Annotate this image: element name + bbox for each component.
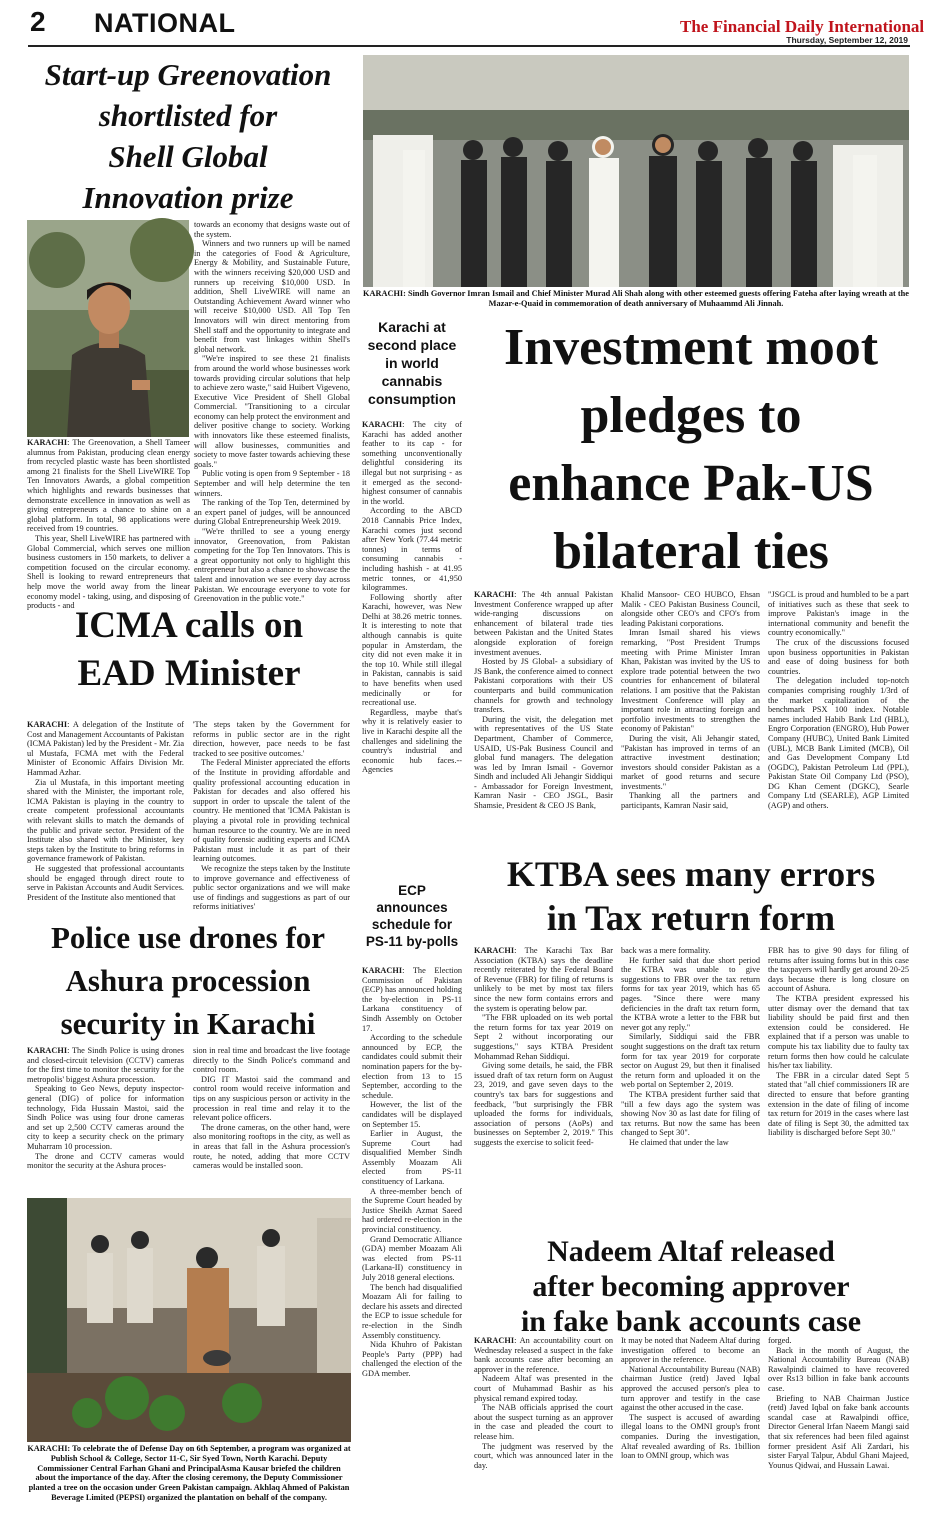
nadeem-col3 bbox=[768, 1336, 909, 1518]
headline-line: shortlisted for bbox=[98, 98, 278, 133]
paragraph: "We're inspired to see these 21 finalists from around the world whose businesses work towards providing circular solutions that help to achieve zero waste," said Huibert Vigeveno, Executive Vice President of Shell Global Commercial. "Transitioning to a circular economy can help protect the environment and deliver positive change to society. Working with innovators like these esteemed finalists, will allow businesses, communities and society to move faster towards achieving these goals." bbox=[194, 354, 350, 469]
headline-line: EAD Minister bbox=[77, 653, 301, 694]
page-number: 2 bbox=[30, 6, 46, 37]
paragraph: Giving some details, he said, the FBR issued draft of tax return form on August 23, 2019, and gave seven days to the country's tax bars for suggestions and feedback, "but surprisingly the FBR uploaded the forms for individuals, association of persons (AoPs) and businesses on September 2, 2019." This suggests the exercise to solicit feed- bbox=[474, 1061, 613, 1147]
paragraph: : The city of Karachi has added another feather to its cap - for something unconventionally delightful considering its illegal but not surprising - as it emerged as the second-highest consumer of cannabis in the world. bbox=[362, 420, 462, 506]
paragraph: The KTBA president expressed his utter dismay over the demand that tax liability should be paid first and then extension could be considered. He explained that if a person was unable to compute his tax liability due to faulty tax return forms then how could he calculate his/her tax liability. bbox=[768, 993, 909, 1071]
ktba-col1 bbox=[474, 946, 613, 1230]
paragraph: The crux of the discussions focused upon business opportunities in Pakistan and ease of doing business for both countries. bbox=[768, 637, 909, 676]
paragraph: Earlier in August, the Supreme Court had disqualified Member Sindh Assembly Moazam Ali elected from PS-11 constituency of Larkana. bbox=[362, 1129, 462, 1187]
paragraph: The suspect is accused of awarding illegal loans to the OMNI group's front companies. During the investigation, Altaf revealed awarding of Rs. 1billion loan to OMNI group, which was bbox=[621, 1412, 760, 1461]
paragraph: Grand Democratic Alliance (GDA) member Moazam Ali was elected from PS-11 (Larkana-II) constituency in July 2018 general elections. bbox=[362, 1234, 462, 1282]
paragraph: : A delegation of the Institute of Cost and Management Accountants of Pakistan (ICMA Pakistan) led by the President - Mr. Zia ul Mustafa, FCMA met with the Federal Minister of Economic Affairs Division Mr. Hammad Azhar. bbox=[27, 720, 184, 777]
headline-line: KTBA sees many errors bbox=[506, 854, 876, 894]
photo-caption: : The Greenovation, a Shell Tameer alumnus from Pakistan, producing clean energy from recycled plastic waste has been shortlisted among 21 finalists for the Shell LiveWIRE Top Ten Innovators Awards, a global competition which highlights and rewards businesses that demonstrate excellence in innovation as well as giving entrepreneurs a chance to shine on a global platform. In total, 98 applications were received from 19 countries. bbox=[27, 438, 190, 534]
ktba-headline bbox=[472, 852, 910, 940]
paragraph: Khalid Mansoor- CEO HUBCO, Ehsan Malik - CEO Pakistan Business Council, alongside other CEO's and CFO's from leading Pakistani corporations. bbox=[621, 590, 760, 628]
dateline: KARACHI bbox=[27, 720, 68, 729]
headline-line: Shell Global bbox=[108, 139, 268, 174]
paragraph: According to the ABCD 2018 Cannabis Price Index, Karachi comes just second after New York (77.44 metric tonnes) in terms of consuming cannabis - including hashish - at 41.95 metric tonnes, or 41,950 kilogrammes. bbox=[362, 506, 462, 593]
paragraph: The Federal Minister appreciated the efforts of the Institute in providing affordable and quality professional accounting education in Pakistan for decades and also offered his support in order to upscale the talent of the country. He mentioned that 'ICMA Pakistan is playing a pivotal role in providing technical human resource to the country. We are in need of quality forensic auditing experts and ICMA Pakistan must include it as part of their learning outcomes. bbox=[193, 758, 350, 864]
headline-line: in fake bank accounts case bbox=[520, 1305, 862, 1338]
ceremony-photo-icon bbox=[363, 55, 909, 287]
paragraph: Following shortly after Karachi, however, was New Delhi at 38.26 metric tonnes. It is interesting to note that although cannabis is quite popular in Amsterdam, the city did not even make it in the top 10. While still illegal in Pakistan, cannabis is said to have benefits when used medicinally or for recreational use. bbox=[362, 592, 462, 708]
paragraph: The NAB officials apprised the court about the suspect turning as an approver in the case and pleaded the court to release him. bbox=[474, 1403, 613, 1441]
paragraph: Nadeem Altaf was presented in the court of Muhammad Bashir as his physical remand expired today. bbox=[474, 1374, 613, 1403]
headline-line: in Tax return form bbox=[546, 898, 836, 938]
section-title: NATIONAL bbox=[94, 8, 236, 38]
paragraph: "The FBR uploaded on its web portal the return forms for tax year 2019 on Sept 2 without incorporating our suggestions," says KTBA President Mohammad Rehan Siddiqui. bbox=[474, 1013, 613, 1061]
top-photo-caption: KARACHI: Sindh Governor Imran Ismail and Chief Minister Murad Ali Shah along with other esteemed guests offering Fateha after laying wreath at the Mazar-e-Quaid in commemoration of death anniversary of Muhaammd Ali Jinnah. bbox=[363, 289, 909, 308]
headline-line: pledges to bbox=[580, 387, 802, 444]
masthead-rule bbox=[28, 45, 910, 47]
dateline: KARACHI bbox=[474, 1336, 515, 1345]
paragraph: The judgment was reserved by the court, which was announced later in the day. bbox=[474, 1441, 613, 1470]
paragraph: This year, Shell LiveWIRE has partnered with Global Commercial, which serves one million business customers in 150 markets, to deliver a competition focused on the circular economy. Shell is looking to reward entrepreneurs that help move the world away from the linear economy model - taking, using, and disposing of products - and bbox=[27, 533, 190, 611]
paragraph: Regardless, maybe that's why it is relatively easier to live in Karachi despite all the challenges and sidelining the country's industrial and economic hub faces.-- Agencies bbox=[362, 707, 462, 775]
issue-date: Thursday, September 12, 2019 bbox=[786, 35, 908, 45]
headline-line: enhance Pak-US bbox=[508, 455, 874, 512]
investment-col3 bbox=[768, 590, 909, 856]
drones-col1 bbox=[27, 1046, 184, 1194]
paragraph: However, the list of the candidates will be displayed on September 15. bbox=[362, 1100, 462, 1129]
headline-line: Ashura procession bbox=[65, 963, 311, 998]
headline-line: cannabis bbox=[381, 373, 443, 389]
paragraph: The drone cameras, on the other hand, were also monitoring rooftops in the city, as well as in areas that fall in the Ashura procession's route, he noted, adding that more CCTV cameras would be installed soon. bbox=[193, 1122, 350, 1171]
dateline: KARACHI bbox=[474, 946, 515, 955]
greenovation-headline bbox=[22, 54, 354, 218]
dateline: KARACHI bbox=[362, 420, 403, 429]
portrait-photo-icon bbox=[27, 220, 189, 437]
nadeem-headline bbox=[472, 1234, 910, 1339]
paragraph: : The 4th annual Pakistan Investment Conference wrapped up after wide-ranging discussions on enhancement of bilateral trade ties between Pakistan and the United States alongside exploration of foreign investment avenues. bbox=[474, 590, 613, 657]
investment-col2 bbox=[621, 590, 760, 856]
dateline: KARACHI bbox=[362, 966, 403, 975]
paragraph: Thanking all the partners and participants, Kamran Nasir said, bbox=[621, 791, 760, 811]
paragraph: Briefing to NAB Chairman Justice (retd) Javed Iqbal on fake bank accounts scandal case at Rawalpindi office, Director General Irfan Naeem Mangi said that six references had been filed against former president Asif Ali Zardari, his sister Faryal Talpur, Abdul Ghani Majeed, Younus Qidwai, and Hussain Lawai. bbox=[768, 1393, 909, 1470]
greenovation-col1 bbox=[27, 438, 190, 611]
ktba-col2 bbox=[621, 946, 760, 1230]
headline-line: Karachi at bbox=[378, 319, 446, 335]
headline-line: ECP bbox=[398, 883, 426, 898]
investment-headline bbox=[472, 314, 910, 586]
paragraph: DIG IT Mastoi said the command and control room would receive information and tips on any suspicious person or activity in the procession in real time and relay it to the relevant police officers. bbox=[193, 1074, 350, 1123]
paragraph: Nida Khuhro of Pakistan People's Party (PPP) had challenged the election of the GDA member. bbox=[362, 1340, 462, 1378]
icma-col1 bbox=[27, 720, 184, 920]
headline-line: Investment moot bbox=[503, 319, 879, 376]
greenovation-col2 bbox=[194, 220, 350, 604]
drones-headline bbox=[22, 916, 354, 1045]
paragraph: During the visit, Ali Jehangir stated, "Pakistan has improved in terms of an attractive investment destination; investors should consider Pakistan as a market of good returns and secure investments." bbox=[621, 733, 760, 791]
paragraph: "JSGCL is proud and humbled to be a part of initiatives such as these that seek to improve Pakistan's image in the international community and benefit the country economically." bbox=[768, 590, 909, 638]
headline-line: announces bbox=[376, 900, 448, 915]
paragraph: Imran Ismail shared his views remarking, "Post President Trumps meeting with Prime Minister Imran Khan, Pakistan was invited by the US to explore trade potential between the two countries for enhancement of bilateral relations. I am positive that the Pakistan Investment Conference will play an important role in attracting foreign and portfolio investments to strengthen the economy of Pakistan" bbox=[621, 628, 760, 734]
icma-headline bbox=[26, 602, 352, 698]
dateline: KARACHI bbox=[27, 438, 68, 447]
investment-col1 bbox=[474, 590, 613, 856]
headline-line: schedule for bbox=[371, 917, 453, 932]
paragraph: : The Sindh Police is using drones and closed-circuit television (CCTV) cameras for the first time to monitor the security for the metropolis' biggest Ashura procession. bbox=[27, 1046, 184, 1084]
cannabis-headline bbox=[362, 318, 462, 408]
paragraph: FBR has to give 90 days for filing of returns after issuing forms but in this case the taxpayers will hardly get around 20-25 days because there is long closure on account of Ashura. bbox=[768, 946, 910, 994]
paragraph: 'The steps taken by the Government for reforms in public sector are in the right direction, however, pace needs to be fast tracked to see positive outcomes.' bbox=[193, 720, 350, 758]
dateline: KARACHI bbox=[474, 590, 515, 599]
paragraph: : An accountability court on Wednesday released a suspect in the fake bank accounts case after becoming an approver in the reference. bbox=[474, 1336, 613, 1374]
paragraph: We recognize the steps taken by the Institute to improve governance and effectiveness of public sector organizations and we will make use of findings and suggestions as part of our reforms initiatives' bbox=[193, 863, 350, 912]
paper-name: The Financial Daily International bbox=[680, 17, 925, 36]
nadeem-col2 bbox=[621, 1336, 760, 1518]
headline-line: Start-up Greenovation bbox=[44, 57, 332, 92]
ecp-body bbox=[362, 966, 462, 1518]
paragraph: It may be noted that Nadeem Altaf during investigation offered to become an approver in the reference. bbox=[621, 1336, 760, 1365]
headline-line: after becoming approver bbox=[532, 1270, 850, 1303]
paragraph: The delegation included top-notch companies comprising roughly 1/3rd of the market capitalization of the benchmark PSX 100 index. Notable names included Habib Bank Ltd (HBL), Engro Corporation (ENGRO), Hub Power Company (HUBC), United Bank Limited (UBL), MCB Bank Limited (MCB), Oil and Gas Development Company Ltd (OGDC), Pakistan Petroleum Ltd (PPL), Pakistan State Oil Company Ltd (PSO), DG Khan Cement (DGKC), Searle Company Ltd (SEARLE), AGP Limited (AGP) and others. bbox=[768, 676, 909, 811]
nadeem-col1 bbox=[474, 1336, 613, 1518]
paragraph: He claimed that under the law bbox=[629, 1137, 729, 1147]
headline-line: Innovation prize bbox=[82, 180, 294, 215]
masthead bbox=[0, 0, 945, 50]
paragraph: He further said that due short period the KTBA was unable to give suggestions to FBR over the tax return forms for tax year 2019, which has 65 pages. "Since there were many deficiencies in the draft tax return form, the KTBA wrote a letter to the FBR but never got any reply." bbox=[621, 955, 760, 1032]
paragraph: The drone and CCTV cameras would monitor the security at the Ashura proces- bbox=[27, 1151, 184, 1171]
headline-line: in world bbox=[385, 355, 439, 371]
headline-line: ICMA calls on bbox=[74, 605, 304, 646]
paragraph: : The Karachi Tax Bar Association (KTBA) says the deadline recently reiterated by the Federal Board of Revenue (FBR) for filing of returns is unlikely to be met by most tax filers since the new form contains errors and the system is operating below par. bbox=[474, 946, 613, 1013]
paragraph: Back in the month of August, the National Accountability Bureau (NAB) Rawalpindi claimed to have recovered over Rs13 billion in fake bank accounts case. bbox=[768, 1345, 909, 1393]
paragraph: : The Election Commission of Pakistan (ECP) has announced holding the by-election in PS-11 Larkana constituency of Sindh Assembly on October 17. bbox=[362, 966, 462, 1033]
paragraph: back was a mere formality. bbox=[621, 946, 711, 955]
paragraph: The FBR in a circular dated Sept 5 stated that "all chief commissioners IR are directed to ensure that before granting extension in the date of filing of income tax return for 2019 in the cases where last date of filing is Sept 30, the admitted tax liability is discharged before Sept 30." bbox=[768, 1070, 909, 1138]
icma-col2 bbox=[193, 720, 350, 920]
headline-line: consumption bbox=[368, 391, 456, 407]
paragraph: Winners and two runners up will be named in the categories of Food & Agriculture, Energy & Mobility, and Sustainable Future, with the winners receiving $20,000 USD and runners up receiving $10,000 USD. In addition, Shell LiveWIRE will name an Outstanding Achievement Award winner who will receive $10,000 USD. All Top Ten Innovators will win direct mentoring from Shell staff and the opportunity to integrate and benefit from vast linkages within Shell's global network. bbox=[194, 239, 350, 354]
paragraph: The KTBA president further said that "till a few days ago the system was showing Nov 30 as last date for filing of tax returns. But now the same has been changed to Sept 30". bbox=[621, 1089, 760, 1138]
drones-col2 bbox=[193, 1046, 350, 1194]
headline-line: Nadeem Altaf released bbox=[547, 1235, 835, 1268]
headline-line: Police use drones for bbox=[50, 920, 326, 955]
paragraph: A three-member bench of the Supreme Court headed by Justice Sheikh Azmat Saeed had ordered re-election in the provincial constituency. bbox=[362, 1186, 462, 1235]
dateline: KARACHI bbox=[27, 1046, 68, 1055]
paragraph: The ranking of the Top Ten, determined by an expert panel of judges, will be announced during Global Entrepreneurship Week 2019. bbox=[194, 498, 350, 527]
ecp-headline bbox=[362, 882, 462, 950]
headline-line: bilateral ties bbox=[553, 523, 829, 580]
paragraph: Similarly, Siddiqui said the FBR sought suggestions on the draft tax return form for tax year 2019 for corporate sector on August 29, but then it finalised the return form and uploaded it on the web portal on September 2, 2019. bbox=[621, 1032, 760, 1090]
paragraph: According to the schedule announced by ECP, the candidates could submit their nomination papers for the by-election from 13 to 15 September, according to the schedule. bbox=[362, 1033, 462, 1100]
paragraph: He suggested that professional accountants should be engaged through direct route to serve in Pakistan Accounts and Audit Services. President of the Institute also mentioned that bbox=[27, 863, 184, 902]
headline-line: PS-11 by-polls bbox=[365, 934, 459, 949]
paragraph: Public voting is open from 9 September - 18 September and will help determine the ten winners. bbox=[194, 469, 350, 498]
paragraph: Speaking to Geo News, deputy inspector-general (DIG) of police for information technology, Fida Hussain Mastoi, said the Sindh Police was using four drone cameras and set up 2,500 CCTV cameras around the city to keep a security check on the primary Muharram 10 procession. bbox=[27, 1084, 184, 1151]
headline-line: second place bbox=[367, 337, 457, 353]
paragraph: "We're thrilled to see a young energy innovator, Greenovation, from Pakistan competing for the Top Ten Innovators. This is a great opportunity not only to highlight this entrepreneur but also a chance to showcase the talent and innovation we see every day across Pakistan. We encourage everyone to vote for Greenovation in the public vote." bbox=[194, 527, 350, 604]
paragraph: During the visit, the delegation met with representatives of the US State Department, Chamber of Commerce, USAID, US-Pak Business Council and global fund managers. The delegation was led by Imran Ismail - Governor Sindh and included Ali Jehangir Siddiqui - Ambassador for Foreign Investment, Kamran Nasir - CEO JSGL, Basir Shamsie, President & CEO JS Bank, bbox=[474, 714, 613, 811]
tree-planting-photo-icon bbox=[27, 1198, 351, 1442]
ktba-col3 bbox=[768, 946, 909, 1230]
paragraph: Zia ul Mustafa, in this important meeting shared with the Minister, the important role, ICMA Pakistan is playing in the country to create competent professional accountants with relevant skills to match the demands of the public and private sector. President of the Institute also shared with the Minister, key steps taken by the Institute to bring reforms in governance framework of Pakistan. bbox=[27, 777, 184, 864]
paragraph: forged. bbox=[768, 1336, 792, 1345]
paragraph: sion in real time and broadcast the live footage directly to the Sindh Police's command and control room. bbox=[193, 1046, 350, 1075]
headline-line: security in Karachi bbox=[60, 1006, 316, 1041]
paragraph: Hosted by JS Global- a subsidiary of JS Bank, the conference aimed to connect Pakistani corporations with their US counterparts and build communication channels for growth and technology transfers. bbox=[474, 657, 613, 715]
paragraph: towards an economy that designs waste out of the system. bbox=[194, 220, 350, 239]
plantation-caption: KARACHI: To celebrate the of Defense Day on 6th September, a program was organized at Publish School & College, Sector 11-C, Sir Syed Town, North Karachi. Deputy Commissioner Central Farhan Ghani and PrincipalAsma Kausar briefed the children about the importance of the day. After the closing ceremony, the Deputy Commissioner planted a tree on the occasion under Green Pakistan campaign. Akhlaq Ahmed of Pakistan Beverage Limited (PEPSI) organized the plantation on behalf of the company. bbox=[27, 1444, 351, 1502]
cannabis-body bbox=[362, 420, 462, 876]
paragraph: The bench had disqualified Moazam Ali for failing to declare his assets and directed the ECP to issue schedule for re-election in the Sindh Assembly constituency. bbox=[362, 1282, 462, 1340]
paragraph: National Accountability Bureau (NAB) chairman Justice (retd) Javed Iqbal approved the accused person's plea to turn approver and testify in the case against the other accused in the case. bbox=[621, 1364, 760, 1413]
